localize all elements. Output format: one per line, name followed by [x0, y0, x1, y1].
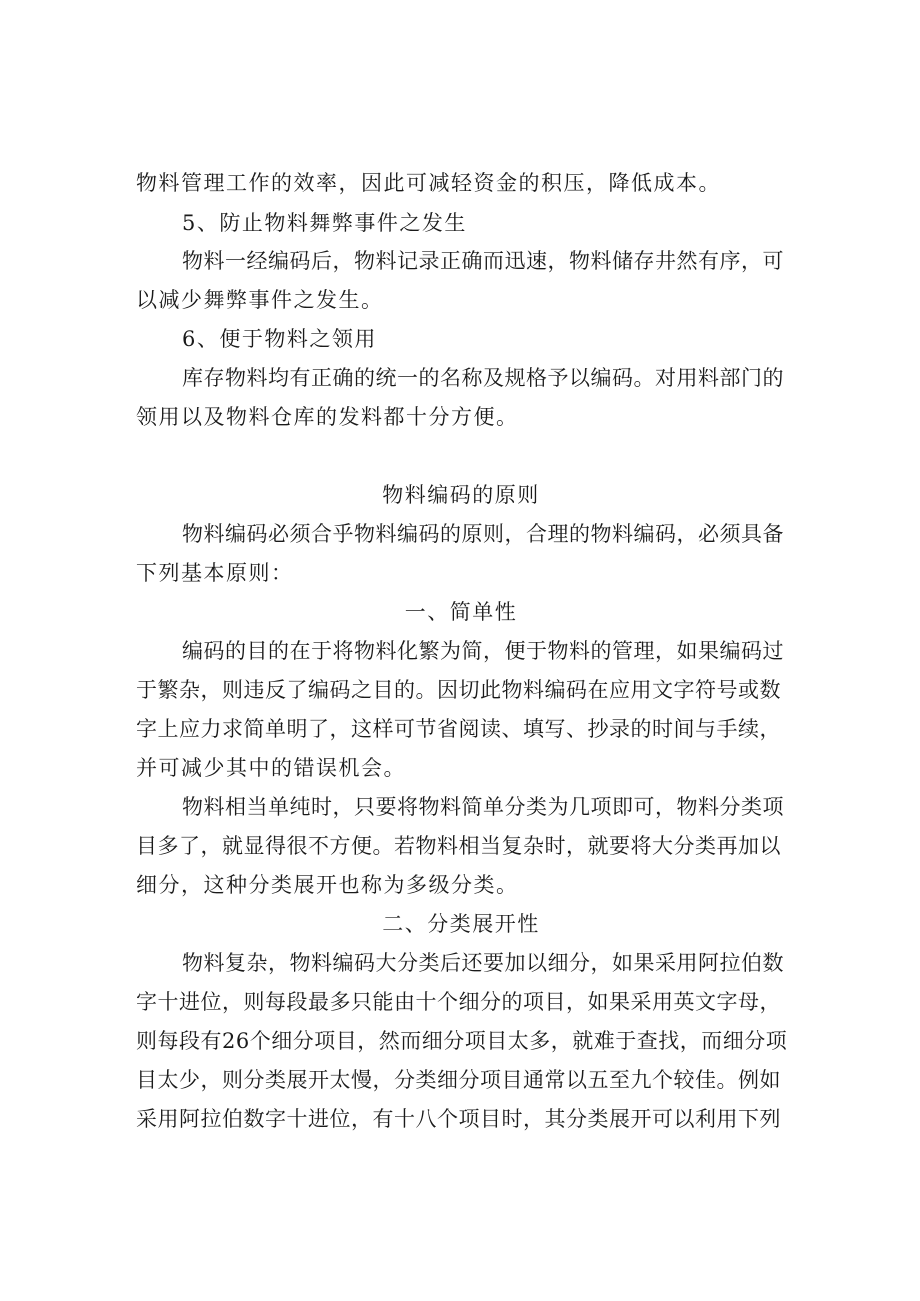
paragraph-line: 物料复杂，物料编码大分类后还要加以细分，如果采用阿拉伯数 [182, 951, 784, 975]
subsection-title-2: 二、分类展开性 [382, 912, 540, 936]
paragraph-line: 物料编码必须合乎物料编码的原则，合理的物料编码，必须具备 [182, 522, 784, 546]
paragraph-line: 并可减少其中的错误机会。 [136, 756, 406, 780]
section-title: 物料编码的原则 [382, 483, 540, 507]
paragraph-line: 则每段有26个细分项目，然而细分项目太多，就难于查找，而细分项 [136, 1029, 788, 1053]
paragraph-line: 物料一经编码后，物料记录正确而迅速，物料储存井然有序，可 [182, 249, 784, 273]
subsection-title-1: 一、简单性 [404, 600, 518, 624]
paragraph-line: 于繁杂，则违反了编码之目的。因切此物料编码在应用文字符号或数 [136, 678, 781, 702]
paragraph-line: 库存物料均有正确的统一的名称及规格予以编码。对用料部门的 [182, 366, 784, 390]
paragraph-line: 字十进位，则每段最多只能由十个细分的项目，如果采用英文字母， [136, 990, 781, 1014]
paragraph-line: 以减少舞弊事件之发生。 [136, 288, 384, 312]
paragraph-line: 目多了，就显得很不方便。若物料相当复杂时，就要将大分类再加以 [136, 834, 781, 858]
heading-6: 6、便于物料之领用 [182, 327, 377, 351]
heading-5: 5、防止物料舞弊事件之发生 [182, 211, 467, 235]
paragraph-line: 下列基本原则： [136, 561, 294, 585]
paragraph-line: 领用以及物料仓库的发料都十分方便。 [136, 405, 519, 429]
paragraph-line: 物料管理工作的效率，因此可减轻资金的积压，降低成本。 [136, 171, 721, 195]
paragraph-line: 采用阿拉伯数字十进位，有十八个项目时，其分类展开可以利用下列 [136, 1107, 781, 1131]
paragraph-line: 编码的目的在于将物料化繁为简，便于物料的管理，如果编码过 [182, 639, 784, 663]
paragraph-line: 细分，这种分类展开也称为多级分类。 [136, 873, 519, 897]
paragraph-line: 字上应力求简单明了，这样可节省阅读、填写、抄录的时间与手续， [136, 717, 781, 741]
paragraph-line: 目太少，则分类展开太慢，分类细分项目通常以五至九个较佳。例如 [136, 1068, 781, 1092]
paragraph-line: 物料相当单纯时，只要将物料简单分类为几项即可，物料分类项 [182, 795, 784, 819]
